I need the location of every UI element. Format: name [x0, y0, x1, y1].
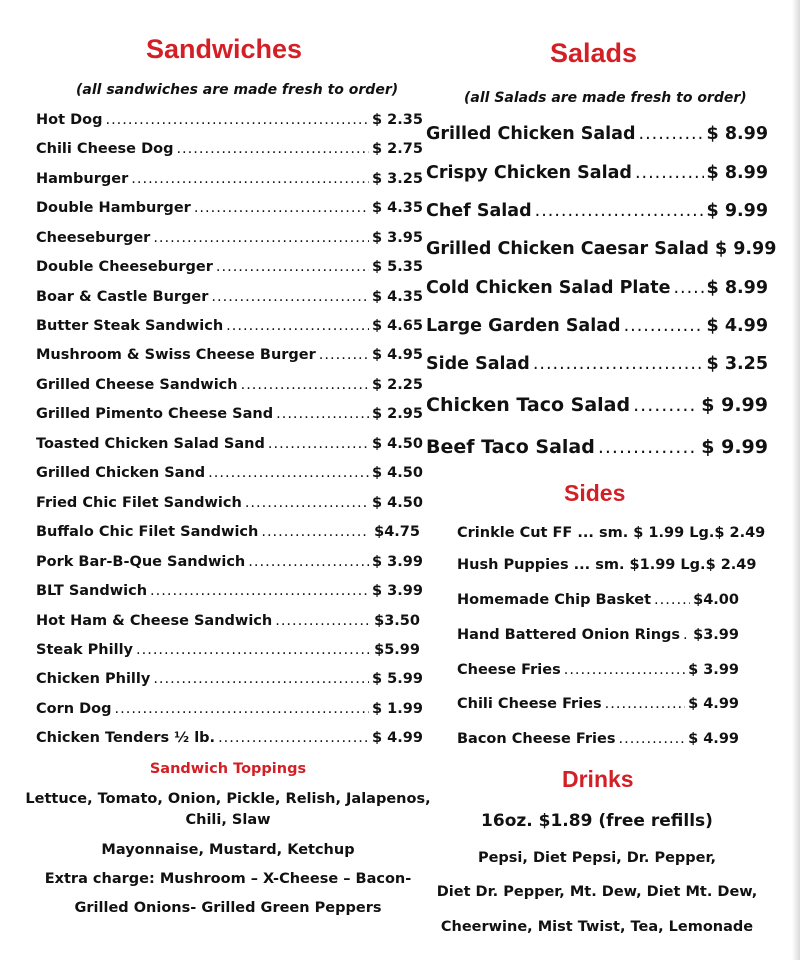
toppings-line-2: Chili, Slaw: [185, 812, 271, 828]
item-price: $ 2.95: [372, 406, 423, 422]
menu-item: [457, 662, 739, 678]
drinks-line-1: Pepsi, Diet Pepsi, Dr. Pepper,: [477, 850, 717, 866]
toppings-line-3: Mayonnaise, Mustard, Ketchup: [101, 842, 355, 858]
item-price: $ 4.50: [372, 495, 423, 511]
item-price: $ 4.50: [372, 436, 423, 452]
item-name: Large Garden Salad: [426, 316, 621, 336]
menu-item: [36, 495, 423, 511]
menu-item: [457, 627, 739, 643]
item-name: Chef Salad: [426, 201, 532, 221]
item-name: Chicken Tenders ½ lb.: [36, 730, 216, 746]
salads-note: (all Salads are made fresh to order): [464, 90, 747, 106]
item-name: Grilled Chicken Sand: [36, 465, 206, 481]
leader-dots: [275, 613, 369, 629]
drinks-title: Drinks: [562, 766, 634, 792]
menu-item: [36, 730, 423, 746]
menu-item: [36, 289, 423, 305]
menu-item: [36, 230, 423, 246]
item-price: $ 2.75: [372, 141, 423, 157]
item-price: $3.99: [693, 627, 739, 643]
menu-item: [426, 316, 768, 336]
leader-dots: [153, 671, 369, 687]
leader-dots: [245, 495, 369, 511]
menu-item: [36, 171, 423, 187]
menu-item: [426, 163, 768, 183]
leader-dots: [319, 347, 369, 363]
menu-item: [36, 524, 420, 540]
menu-item: [36, 259, 423, 275]
item-price: $ 3.25: [372, 171, 423, 187]
salads-title: Salads: [550, 38, 638, 68]
menu-item: [36, 583, 423, 599]
menu-item: [457, 696, 739, 712]
leader-dots: [105, 112, 369, 128]
item-price: $ 3.99: [372, 554, 423, 570]
leader-dots: [115, 701, 369, 717]
menu-item: [457, 731, 739, 747]
item-name: Grilled Cheese Sandwich: [36, 377, 238, 393]
leader-dots: [150, 583, 369, 599]
item-name: Butter Steak Sandwich: [36, 318, 224, 334]
leader-dots: [208, 465, 369, 481]
leader-dots: [673, 278, 703, 298]
item-name: Grilled Chicken Caesar Salad: [426, 239, 709, 259]
item-price: $ 9.99: [701, 394, 768, 416]
drinks-line-3: Cheerwine, Mist Twist, Tea, Lemonade: [440, 919, 754, 935]
item-price: $ 4.99: [688, 696, 739, 712]
item-name: BLT Sandwich: [36, 583, 148, 599]
menu-item: [426, 436, 768, 458]
item-name: Crispy Chicken Salad: [426, 163, 632, 183]
item-name: Mushroom & Swiss Cheese Burger: [36, 347, 316, 363]
item-name: Crinkle Cut FF ... sm. $ 1.99 Lg.: [457, 525, 715, 541]
menu-item: [36, 613, 420, 629]
leader-dots: [211, 289, 369, 305]
toppings-title: Sandwich Toppings: [149, 761, 307, 777]
menu-item: [457, 592, 739, 608]
toppings-line-1: Lettuce, Tomato, Onion, Pickle, Relish, Jalapenos,: [25, 791, 431, 807]
item-price: $ 9.99: [701, 436, 768, 458]
item-name: Grilled Chicken Salad: [426, 124, 636, 144]
item-name: Bacon Cheese Fries: [457, 731, 616, 747]
sandwiches-note: (all sandwiches are made fresh to order): [76, 82, 399, 98]
leader-dots: [624, 316, 704, 336]
menu-item: [426, 394, 768, 416]
leader-dots: [136, 642, 369, 658]
item-price: $ 4.99: [372, 730, 423, 746]
item-name: Hand Battered Onion Rings: [457, 627, 681, 643]
item-name: Hamburger: [36, 171, 129, 187]
item-name: Side Salad: [426, 354, 530, 374]
item-price: $ 3.99: [688, 662, 739, 678]
menu-item: [36, 436, 423, 452]
item-price: $ 4.95: [372, 347, 423, 363]
item-price: $4.75: [374, 524, 420, 540]
item-name: Beef Taco Salad: [426, 436, 595, 458]
menu-item: [36, 200, 423, 216]
menu-item: [36, 406, 423, 422]
item-name: Cheese Fries: [457, 662, 561, 678]
item-name: Chili Cheese Dog: [36, 141, 174, 157]
leader-dots: [248, 554, 369, 570]
leader-dots: [533, 354, 704, 374]
item-name: Pork Bar-B-Que Sandwich: [36, 554, 246, 570]
item-price: $ 2.25: [372, 377, 423, 393]
item-price: $ 4.65: [372, 318, 423, 334]
item-price: $ 4.35: [372, 200, 423, 216]
item-name: Cold Chicken Salad Plate: [426, 278, 671, 298]
leader-dots: [654, 592, 690, 608]
item-name: Double Hamburger: [36, 200, 191, 216]
menu-item: [36, 112, 423, 128]
menu-item: [426, 278, 768, 298]
menu-item: [36, 141, 423, 157]
leader-dots: [194, 200, 369, 216]
item-name: Boar & Castle Burger: [36, 289, 209, 305]
item-name: Hot Dog: [36, 112, 103, 128]
item-price: $ 4.50: [372, 465, 423, 481]
item-price: $ 1.99: [372, 701, 423, 717]
menu-item: [426, 124, 768, 144]
item-price: $ 4.35: [372, 289, 423, 305]
leader-dots: [618, 731, 685, 747]
item-price: $ 2.49: [705, 557, 757, 573]
item-name: Chicken Taco Salad: [426, 394, 631, 416]
menu-item: [457, 525, 766, 541]
extra-charge-line-2: Grilled Onions- Grilled Green Peppers: [74, 900, 382, 916]
extra-charge-line-1: Extra charge: Mushroom – X-Cheese – Bacon-: [44, 871, 412, 887]
sandwiches-title: Sandwiches: [146, 34, 303, 64]
leader-dots: [635, 163, 704, 183]
leader-dots: [241, 377, 369, 393]
menu-item: [36, 642, 420, 658]
leader-dots: [216, 259, 369, 275]
item-name: Chicken Philly: [36, 671, 151, 687]
item-name: Toasted Chicken Salad Sand: [36, 436, 265, 452]
item-price: $ 5.99: [372, 671, 423, 687]
leader-dots: [683, 627, 690, 643]
item-price: $ 8.99: [706, 124, 768, 144]
sides-title: Sides: [564, 480, 626, 506]
menu-item: [426, 354, 768, 374]
leader-dots: [226, 318, 369, 334]
menu-item: [36, 465, 423, 481]
drinks-line-2: Diet Dr. Pepper, Mt. Dew, Diet Mt. Dew,: [436, 884, 758, 900]
item-price: $ 4.99: [688, 731, 739, 747]
leader-dots: [564, 662, 685, 678]
item-name: Grilled Pimento Cheese Sand: [36, 406, 274, 422]
menu-item: [426, 239, 777, 259]
leader-dots: [153, 230, 369, 246]
leader-dots: [268, 436, 369, 452]
item-price: $ 4.99: [706, 316, 768, 336]
item-name: Chili Cheese Fries: [457, 696, 602, 712]
item-name: Cheeseburger: [36, 230, 151, 246]
page-edge-shadow: [792, 0, 800, 960]
leader-dots: [633, 394, 698, 416]
item-name: Fried Chic Filet Sandwich: [36, 495, 242, 511]
item-name: Corn Dog: [36, 701, 112, 717]
item-name: Double Cheeseburger: [36, 259, 213, 275]
leader-dots: [598, 436, 698, 458]
menu-item: [457, 557, 757, 573]
item-name: Buffalo Chic Filet Sandwich: [36, 524, 259, 540]
item-name: Homemade Chip Basket: [457, 592, 652, 608]
item-price: $ 9.99: [714, 239, 777, 259]
item-price: $ 3.25: [706, 354, 768, 374]
menu-item: [36, 554, 423, 570]
item-price: $ 2.35: [372, 112, 423, 128]
leader-dots: [639, 124, 704, 144]
leader-dots: [176, 141, 369, 157]
menu-item: [36, 377, 423, 393]
item-price: $5.99: [374, 642, 420, 658]
leader-dots: [218, 730, 369, 746]
menu-item: [36, 318, 423, 334]
item-name: Steak Philly: [36, 642, 133, 658]
item-price: $ 5.35: [372, 259, 423, 275]
item-price: $ 2.49: [714, 525, 766, 541]
item-price: $ 3.95: [372, 230, 423, 246]
leader-dots: [276, 406, 369, 422]
leader-dots: [535, 201, 704, 221]
item-price: $3.50: [374, 613, 420, 629]
leader-dots: [605, 696, 685, 712]
menu-item: [36, 701, 423, 717]
menu-item: [426, 201, 768, 221]
item-price: $ 3.99: [372, 583, 423, 599]
item-name: Hot Ham & Cheese Sandwich: [36, 613, 273, 629]
menu-item: [36, 671, 423, 687]
item-price: $ 8.99: [706, 278, 768, 298]
leader-dots: [261, 524, 369, 540]
item-name: Hush Puppies ... sm. $1.99 Lg.: [457, 557, 706, 573]
item-price: $ 9.99: [706, 201, 768, 221]
drinks-size-price: 16oz. $1.89 (free refills): [481, 811, 713, 831]
menu-item: [36, 347, 423, 363]
item-price: $4.00: [693, 592, 739, 608]
item-price: $ 8.99: [706, 163, 768, 183]
leader-dots: [131, 171, 369, 187]
